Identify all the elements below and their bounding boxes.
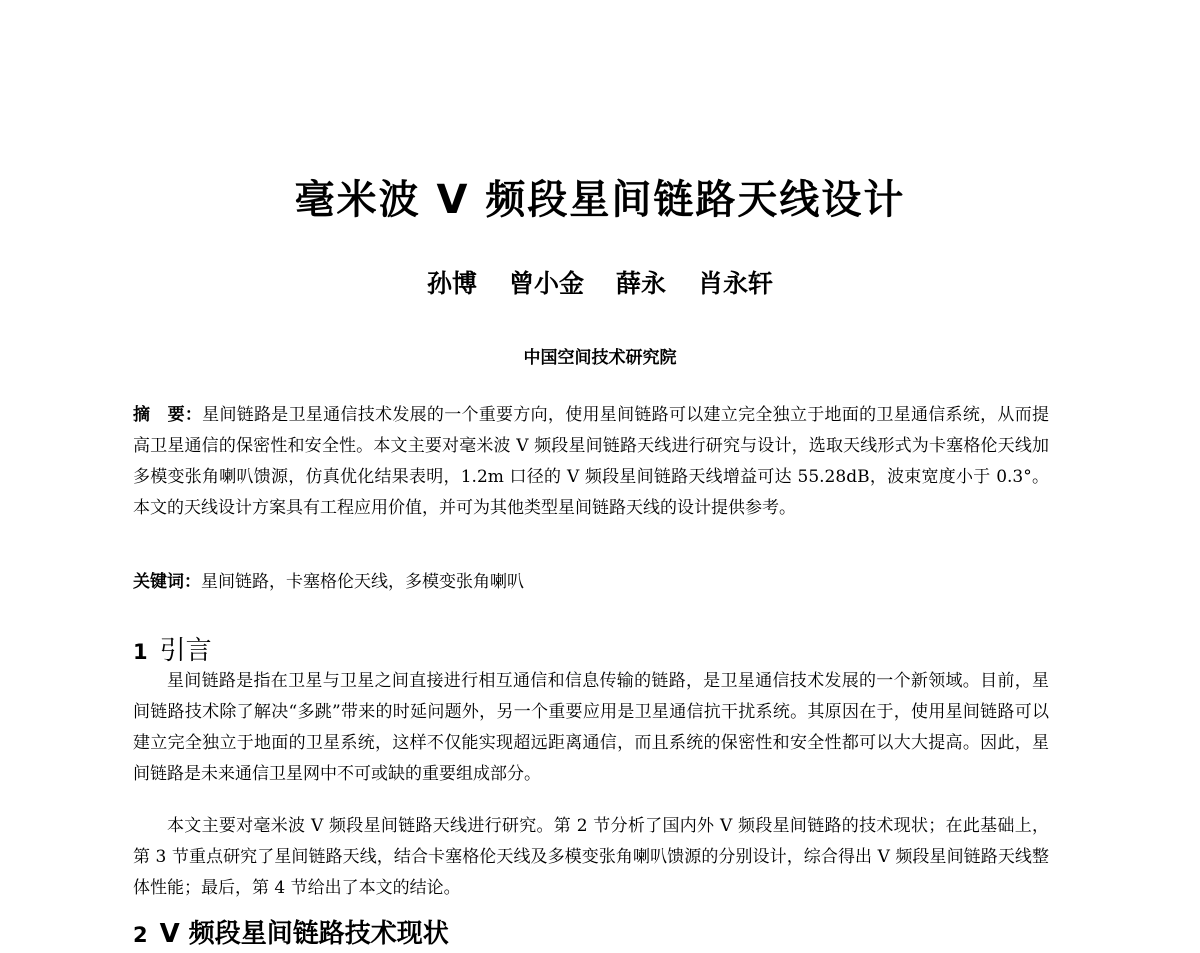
section-title: 引言: [159, 636, 212, 666]
paper-title: 毫米波 V 频段星间链路天线设计: [294, 177, 906, 223]
author-name: 曾小金: [509, 269, 585, 298]
abstract: [133, 400, 1049, 524]
author-name: 孙博: [427, 269, 478, 298]
keywords-text: 星间链路，卡塞格伦天线，多模变张角喇叭: [201, 572, 524, 592]
author-name: 薛永: [615, 269, 666, 298]
abstract-label: 摘 要：: [133, 405, 203, 425]
affiliation: 中国空间技术研究院: [523, 348, 677, 368]
keywords: [133, 567, 1049, 598]
section-title: V 频段星间链路技术现状: [159, 919, 449, 949]
author-list: [0, 264, 1200, 304]
section-number: 2: [133, 923, 148, 947]
author-name: 肖永轩: [697, 269, 773, 298]
body-paragraph: 星间链路是指在卫星与卫星之间直接进行相互通信和信息传输的链路，是卫星通信技术发展的一个新领域。目前，星间链路技术除了解决“多跳”带来的时延问题外，另一个重要应用是卫星通信抗干扰系统。其原因在于，使用星间链路可以建立完全独立于地面的卫星系统，这样不仅能实现超远距离通信，而且系统的保密性和安全性都可以大大提高。因此，星间链路是未来通信卫星网中不可或缺的重要组成部分。: [133, 671, 1049, 784]
section-number: 1: [133, 640, 148, 664]
section-heading: [133, 916, 449, 953]
keywords-label: 关键词：: [133, 572, 201, 592]
abstract-text: 星间链路是卫星通信技术发展的一个重要方向，使用星间链路可以建立完全独立于地面的卫星通信系统，从而提高卫星通信的保密性和安全性。本文主要对毫米波 V 频段星间链路天线进行研究与设计，选取天线形式为卡塞格伦天线加多模变张角喇叭馈源，仿真优化结果表明，1.2m 口径的 V 频段星间链路天线增益可达 55.28dB，波束宽度小于 0.3°。本文的天线设计方案具有工程应用价值，并可为其他类型星间链路天线的设计提供参考。: [133, 405, 1050, 518]
body-paragraph: 本文主要对毫米波 V 频段星间链路天线进行研究。第 2 节分析了国内外 V 频段星间链路的技术现状；在此基础上，第 3 节重点研究了星间链路天线，结合卡塞格伦天线及多模变张角喇叭馈源的分别设计，综合得出 V 频段星间链路天线整体性能；最后，第 4 节给出了本文的结论。: [133, 816, 1049, 898]
section-heading: [133, 633, 212, 670]
